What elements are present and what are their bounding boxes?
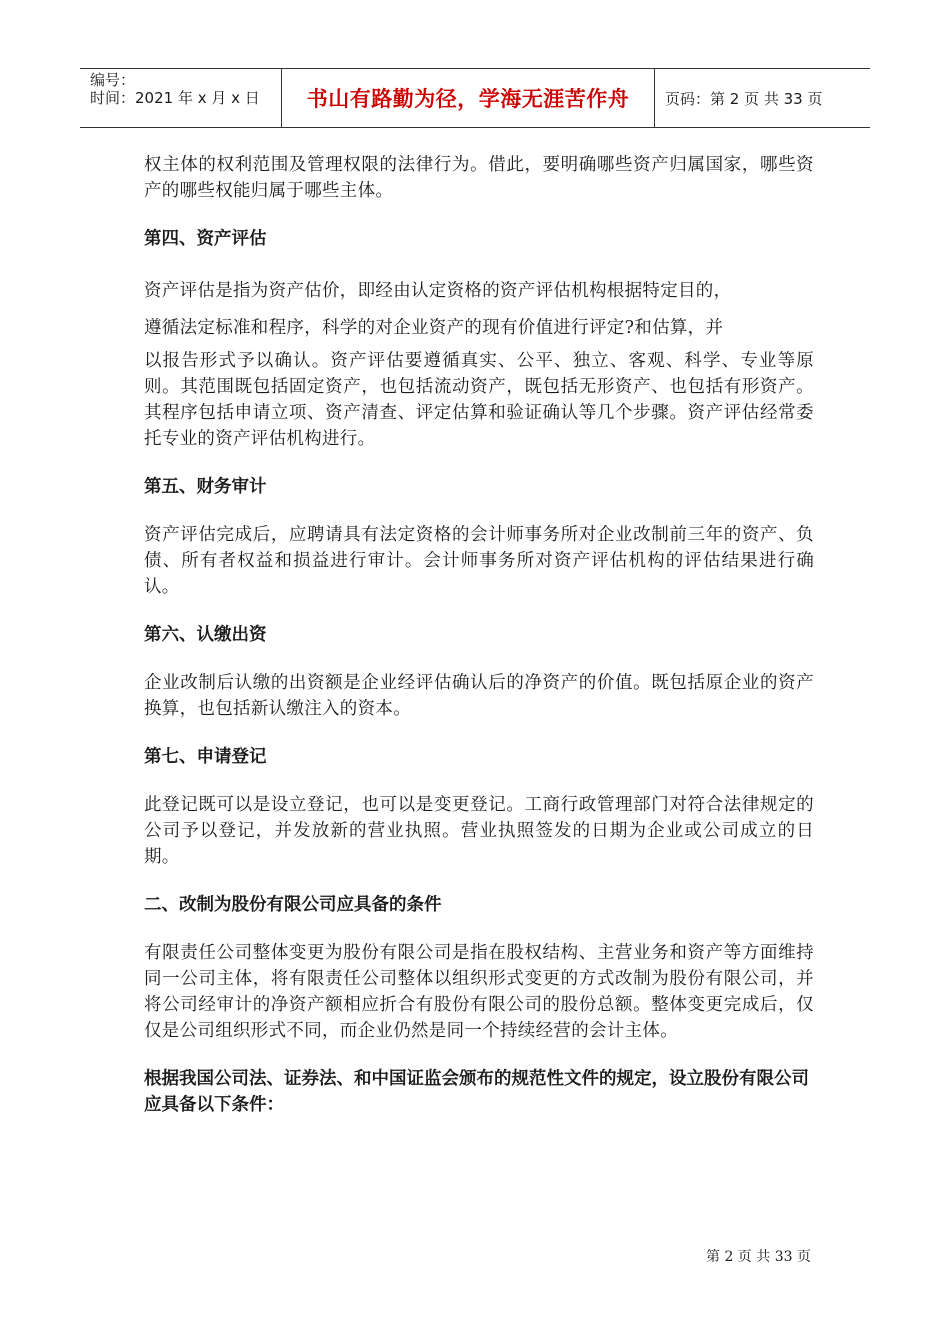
intro-paragraph: 权主体的权利范围及管理权限的法律行为。借此，要明确哪些资产归属国家，哪些资产的哪些权能归属于哪些主体。: [144, 155, 814, 201]
registration-paragraph: 此登记既可以是设立登记，也可以是变更登记。工商行政管理部门对符合法律规定的公司予以登记，并发放新的营业执照。营业执照签发的日期为企业或公司成立的日期。: [144, 795, 814, 867]
section-heading-asset-valuation: 第四、资产评估: [144, 229, 267, 249]
asset-valuation-line-1: 资产评估是指为资产估价，即经由认定资格的资产评估机构根据特定目的，: [144, 281, 732, 301]
header-meta: [80, 69, 282, 127]
asset-valuation-paragraph: 以报告形式予以确认。资产评估要遵循真实、公平、独立、客观、科学、专业等原则。其范围既包括固定资产，也包括流动资产，既包括无形资产、也包括有形资产。其程序包括申请立项、资产清查、评定估算和验证确认等几个步骤。资产评估经常委托专业的资产评估机构进行。: [144, 351, 814, 449]
header-page-info: 页码：第 2 页 共 33 页: [665, 89, 823, 108]
part-two-paragraph: 有限责任公司整体变更为股份有限公司是指在股权结构、主营业务和资产等方面维持同一公司主体，将有限责任公司整体以组织形式变更的方式改制为股份有限公司，并将公司经审计的净资产额相应折合有股份有限公司的股份总额。整体变更完成后，仅仅是公司组织形式不同，而企业仍然是同一个持续经营的会计主体。: [144, 943, 814, 1041]
conditions-intro-bold: 根据我国公司法、证券法、和中国证监会颁布的规范性文件的规定，设立股份有限公司应具备以下条件：: [144, 1069, 809, 1115]
document-date: 时间：2021 年 x 月 x 日: [90, 89, 260, 107]
page-footer: 第 2 页 共 33 页: [706, 1249, 811, 1265]
financial-audit-paragraph: 资产评估完成后，应聘请具有法定资格的会计师事务所对企业改制前三年的资产、负债、所有者权益和损益进行审计。会计师事务所对资产评估机构的评估结果进行确认。: [144, 525, 814, 597]
section-heading-financial-audit: 第五、财务审计: [144, 477, 267, 497]
document-body: [144, 152, 814, 1118]
section-heading-registration: 第七、申请登记: [144, 747, 267, 767]
document-number-label: 编号：: [90, 71, 136, 89]
header-motto: 书山有路勤为径，学海无涯苦作舟: [282, 69, 655, 127]
capital-contribution-paragraph: 企业改制后认缴的出资额是企业经评估确认后的净资产的价值。既包括原企业的资产换算，也包括新认缴注入的资本。: [144, 673, 814, 719]
section-heading-capital-contribution: 第六、认缴出资: [144, 625, 267, 645]
part-two-heading: 二、改制为股份有限公司应具备的条件: [144, 895, 442, 915]
page-header: [80, 68, 870, 128]
asset-valuation-line-2: 遵循法定标准和程序，科学的对企业资产的现有价值进行评定?和估算，并: [144, 318, 724, 338]
